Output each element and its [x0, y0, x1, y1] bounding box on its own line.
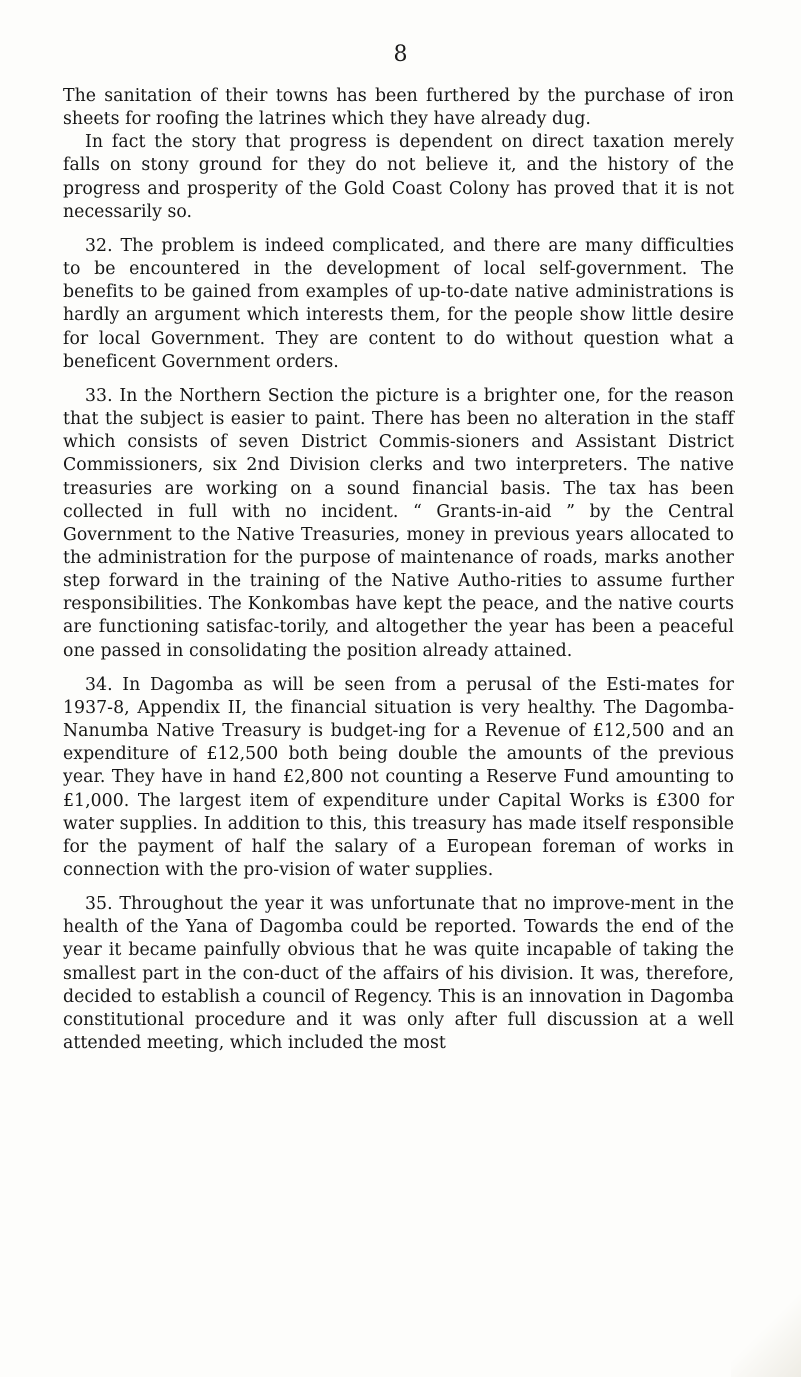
paragraph-direct-taxation: In fact the story that progress is dependent on direct taxation merely falls on stony ground for they do not believe it, and the history of the progress and prosperity of the Gold Coast Colony has proved that it is not necessarily so.: [63, 132, 734, 222]
paragraph-33: 33. In the Northern Section the picture is a brighter one, for the reason that the subject is easier to paint. There has been no alteration in the staff which consists of seven District Commis-sioners and Assistant District Commissioners, six 2nd Division clerks and two interpreters. The native treasuries are working on a sound financial basis. The tax has been collected in full with no incident. “ Grants-in-aid ” by the Central Government to the Native Treasuries, money in previous years allocated to the administration for the purpose of maintenance of roads, marks another step forward in the training of the Native Autho-rities to assume further responsibilities. The Konkombas have kept the peace, and the native courts are functioning satisfac-torily, and altogether the year has been a peaceful one passed in consolidating the position already attained.: [63, 385, 734, 661]
page-number: 8: [393, 42, 408, 67]
body-text: [63, 85, 734, 1055]
paragraph-34: 34. In Dagomba as will be seen from a perusal of the Esti-mates for 1937-8, Appendix II, the financial situation is very healthy. The Dagomba-Nanumba Native Treasury is budget-ing for a Revenue of £12,500 and an expenditure of £12,500 both being double the amounts of the previous year. They have in hand £2,800 not counting a Reserve Fund amounting to £1,000. The largest item of expenditure under Capital Works is £300 for water supplies. In addition to this, this treasury has made itself responsible for the payment of half the salary of a European foreman of works in connection with the pro-vision of water supplies.: [63, 674, 734, 880]
paragraph-sanitation: The sanitation of their towns has been furthered by the purchase of iron sheets for roofing the latrines which they have already dug.: [63, 86, 734, 130]
paragraph-35: 35. Throughout the year it was unfortunate that no improve-ment in the health of the Yana of Dagomba could be reported. Towards the end of the year it became painfully obvious that he was quite incapable of taking the smallest part in the con-duct of the affairs of his division. It was, therefore, decided to establish a council of Regency. This is an innovation in Dagomba constitutional procedure and it was only after full discussion at a well attended meeting, which included the most: [63, 894, 734, 1054]
paragraph-32: 32. The problem is indeed complicated, and there are many difficulties to be encountered in the development of local self-government. The benefits to be gained from examples of up-to-date native administrations is hardly an argument which interests them, for the people show little desire for local Government. They are content to do without question what a beneficent Government orders.: [63, 235, 734, 372]
page-corner-shadow: [731, 1257, 801, 1377]
